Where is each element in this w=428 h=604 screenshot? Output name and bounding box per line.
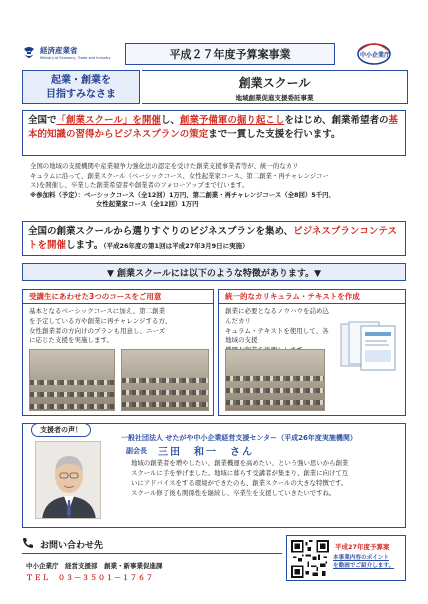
intro-text: まで一貫した支援を行います。 [208,129,341,140]
supporter-organization: 一般社団法人 せたがや中小企業経営支援センター（平成26年度実施機関） [121,434,357,442]
text-line: 女性創業者の方向けのプランも用意し、ニーズ [29,326,166,335]
slogan-line-1: 起業・創業を [51,75,111,86]
intro-text: 全国で [28,115,57,126]
slogan-line-2: 目指すみなさま [46,89,116,100]
contest-note: （平成26年度の第1回は平成27年3月9日に実施） [103,242,249,250]
intro-highlight: 創業予備軍の掘り起こし [179,115,285,126]
phone-icon [22,537,34,552]
contest-text: 全国の創業スクールから選りすぐりのビジネスプランを集め、 [28,226,294,237]
text-line: 創業に必要となるノウハウを詰め込んだカリ [225,307,329,325]
fee-line: ※参加料（予定）：ベーシックコース（全12回）1万円、第二創業・再チャレンジコース（全8回）5千円、 [30,190,335,199]
fee-line: 女性起業家コース（全12回）1万円 [96,200,199,209]
desc-line: ス)を開催し、卒業した創業希望者や創業者のフォローアップまで行います。 [30,181,249,190]
contact-organization: 中小企業庁 経営支援部 創業・新事業促進課 [26,562,163,570]
intro-highlight: 基本的知識の習得からビジネスプランの策定 [28,115,398,140]
supporter-label: 支援者の声！ [31,423,91,437]
qr-description [333,554,394,570]
contact-heading-text: お問い合わせ先 [40,541,104,551]
supporter-panel [22,423,406,528]
intro-text: をはじめ、創業希望者の [284,115,389,126]
agency-name: 中小企業庁 [360,52,391,59]
ministry-name-en: Ministry of Economy, Trade and Industry [40,55,111,60]
supporter-role: 副会長 [126,447,147,455]
sme-agency-logo [356,40,392,66]
qr-code-icon[interactable] [291,540,329,578]
qr-title: 平成27年度予算案 [335,543,390,551]
feature-curriculum-title: 統一的なカリキュラム・テキストを作成 [219,290,405,304]
intro-text: し、 [160,115,180,126]
classroom-photo [29,349,115,411]
contest-box [22,221,406,256]
school-subtitle: 地域創業促進支援委託事業 [235,94,314,102]
quote-line: いにアドバイスをする環境ができたのも、創業スクールの大きな特徴です。 [131,479,348,487]
quote-line: 地域の創業者を増やしたい、創業機運を高めたい、という強い思いから創業 [131,459,349,467]
slogan-box [22,70,140,104]
contact-heading [22,536,282,554]
desc-line: キュラムに沿って、創業スクール（ベーシックコース、女性起業家コース、第二創業・再チャレンジコー [30,171,329,180]
text-line: キュラム・テキストを使用して、各地域の支援 [225,326,329,345]
feature-courses-text [29,307,211,346]
budget-title: 平成２７年度予算案事業 [125,43,335,65]
textbook-image [337,320,399,372]
feature-curriculum-panel [218,289,406,416]
school-title: 創業スクール [238,76,311,90]
intro-box [22,110,406,156]
text-line: を予定している方や創業に再チャレンジする方、 [29,316,172,325]
contest-highlight: ビジネスプランコンテストを開催 [28,226,397,251]
seminar-photo [121,349,209,411]
qr-box [286,535,406,581]
feature-courses-title: 受講生にあわせた3つのコースをご用意 [23,290,213,304]
contest-text: します。 [66,240,104,251]
quote-line: スクール修了後も関係性を継続し、卒業生を支援していきたいですね。 [131,489,336,497]
ministry-name: 経済産業省 [40,45,78,55]
supporter-quote [131,458,401,498]
contact-phone[interactable]: ＴＥＬ ０３－３５０１－１７６７ [26,574,154,582]
desc-line: 全国の地域の支援機関や産業競争力強化法の認定を受けた創業支援事業者等が、統一的なカリ [30,162,299,170]
program-description [30,162,406,210]
school-title-box [142,70,408,104]
features-banner: ▼ 創業スクールには以下のような特徴があります。▼ [22,263,406,281]
text-line: 基本となるベーシックコースに加え、第二創業 [29,307,166,315]
intro-highlight: 「創業スクール」を開催 [56,115,161,126]
qr-text-line: を動画でご紹介します。 [333,563,395,569]
ministry-logo [22,44,112,62]
qr-text-line: 本事業内容のポイント [333,555,389,561]
supporter-name: 三田 和一 さん [158,447,254,458]
supporter-portrait [35,441,101,519]
text-line: に応じた支援を実施します。 [29,336,113,345]
quote-line: スクールに手を挙げました。地域に暮らす受講者が集まり、創業に向けて互 [131,469,349,477]
lecture-photo [225,349,325,411]
feature-courses-panel [22,289,214,416]
meti-logo-icon [22,46,36,60]
